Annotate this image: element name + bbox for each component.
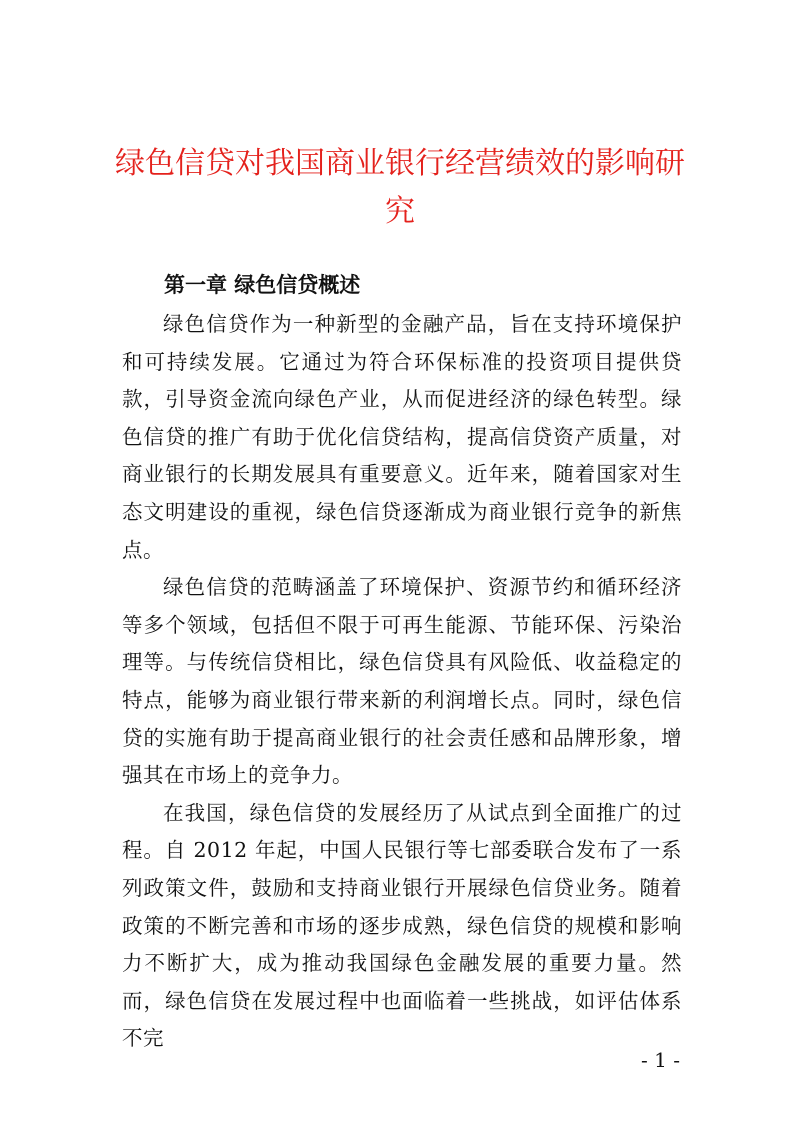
body-paragraph-1: 绿色信贷作为一种新型的金融产品，旨在支持环境保护和可持续发展。它通过为符合环保标准的投资项目提供贷款，引导资金流向绿色产业，从而促进经济的绿色转型。绿色信贷的推广有助于优化信贷结构，提高信贷资产质量，对商业银行的长期发展具有重要意义。近年来，随着国家对生态文明建设的重视，绿色信贷逐渐成为商业银行竞争的新焦点。: [122, 312, 682, 562]
body-paragraph-3: 在我国，绿色信贷的发展经历了从试点到全面推广的过程。自 2012 年起，中国人民银行等七部委联合发布了一系列政策文件，鼓励和支持商业银行开展绿色信贷业务。随着政策的不断完善和市场的逐步成熟，绿色信贷的规模和影响力不断扩大，成为推动我国绿色金融发展的重要力量。然而，绿色信贷在发展过程中也面临着一些挑战，如评估体系不完: [122, 800, 682, 1051]
document-body: [122, 306, 682, 1058]
chapter-heading: 第一章 绿色信贷概述: [164, 273, 361, 297]
body-paragraph-2: 绿色信贷的范畴涵盖了环境保护、资源节约和循环经济等多个领域，包括但不限于可再生能源、节能环保、污染治理等。与传统信贷相比，绿色信贷具有风险低、收益稳定的特点，能够为商业银行带来新的利润增长点。同时，绿色信贷的实施有助于提高商业银行的社会责任感和品牌形象，增强其在市场上的竞争力。: [122, 575, 682, 788]
document-title: 绿色信贷对我国商业银行经营绩效的影响研究: [115, 146, 685, 229]
page-number: - 1 -: [641, 1048, 680, 1072]
